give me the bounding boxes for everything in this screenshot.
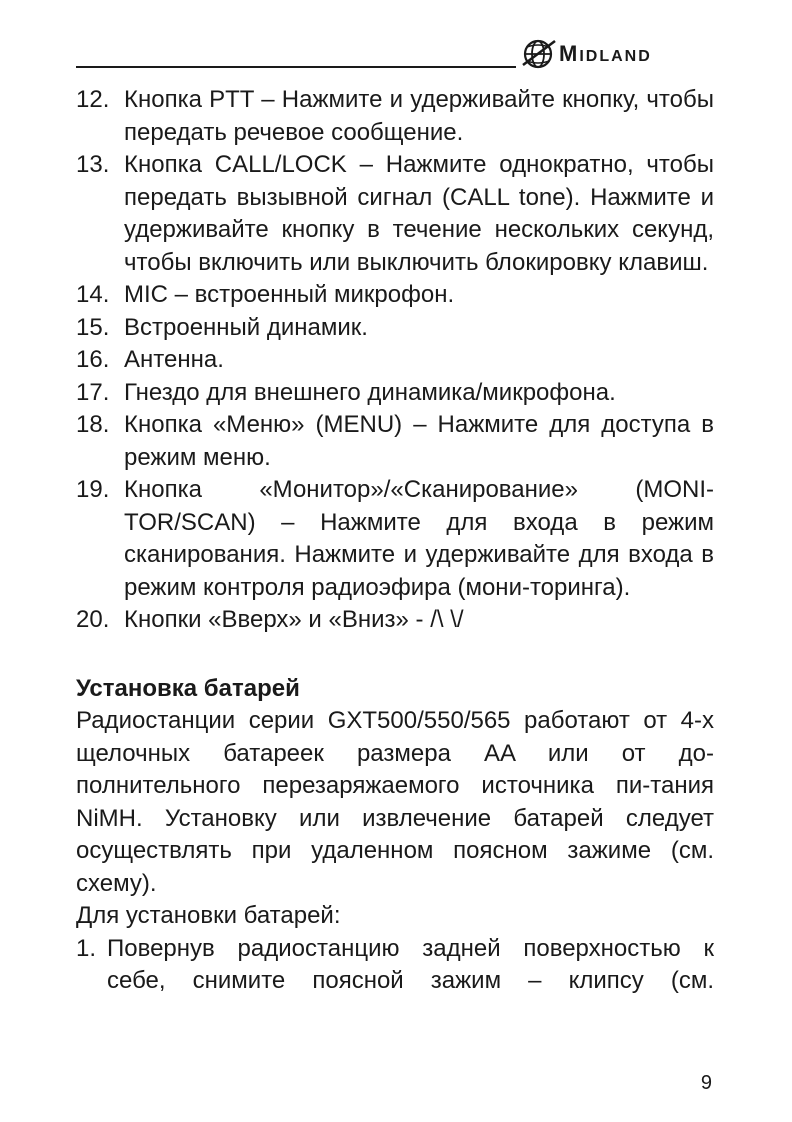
- list-item: [76, 604, 714, 637]
- list-item: [76, 84, 714, 149]
- item-text: Кнопка «Меню» (MENU) – Нажмите для доступа в режим меню.: [124, 411, 714, 471]
- item-text: Антенна.: [124, 346, 224, 373]
- step-text: Повернув радиостанцию задней поверхностью к себе, снимите поясной зажим – клипсу (см.: [107, 934, 714, 994]
- item-number: 20.: [76, 606, 110, 633]
- item-text: Встроенный динамик.: [124, 313, 368, 341]
- section-paragraph: Радиостанции серии GXT500/550/565 работают от 4-х щелочных батареек размера AA или от до-полнительного перезаряжаемого источника пи-тания NiMH. Установку или извлечение батарей следует осуществлять при удаленном поясном зажиме (см. схему).: [76, 707, 714, 897]
- midland-logo: [521, 37, 652, 71]
- section-title: Установка батарей: [76, 674, 300, 702]
- brand-name: MIDLAND: [559, 41, 652, 66]
- header-rule: [76, 66, 516, 68]
- item-text: Кнопка CALL/LOCK – Нажмите однократно, чтобы передать вызывной сигнал (CALL tone). Нажмите и удерживайте кнопку в течение нескольких секунд, чтобы включить или выключить блокировку клавиш.: [124, 151, 714, 276]
- list-item: [76, 312, 714, 345]
- list-item: [76, 344, 714, 377]
- item-number: 13.: [76, 151, 110, 178]
- globe-icon: [521, 37, 557, 71]
- step-item: [76, 933, 714, 998]
- item-number: 16.: [76, 346, 110, 373]
- list-item: [76, 474, 714, 604]
- list-item: [76, 279, 714, 312]
- list-item: [76, 377, 714, 410]
- list-item: [76, 149, 714, 279]
- item-text: Гнездо для внешнего динамика/микрофона.: [124, 378, 616, 406]
- page-number: 9: [700, 1072, 712, 1094]
- item-text: Кнопка PTT – Нажмите и удерживайте кнопку, чтобы передать речевое сообщение.: [124, 86, 714, 146]
- item-number: 18.: [76, 411, 110, 438]
- list-item: [76, 409, 714, 474]
- item-number: 12.: [76, 86, 110, 113]
- item-text: Кнопки «Вверх» и «Вниз» - /\ \/: [124, 606, 464, 633]
- item-text: Кнопка «Монитор»/«Сканирование» (MONI-TOR/SCAN) – Нажмите для входа в режим сканирования. Нажмите и удерживайте для входа в режим контроля радиоэфира (мони-торинга).: [124, 476, 714, 601]
- item-number: 17.: [76, 378, 110, 406]
- item-text: MIC – встроенный микрофон.: [124, 281, 455, 308]
- steps-intro: Для установки батарей:: [76, 902, 341, 929]
- page-content: [76, 84, 714, 998]
- step-number: 1.: [76, 934, 97, 962]
- item-number: 14.: [76, 281, 110, 308]
- item-number: 15.: [76, 313, 110, 341]
- item-number: 19.: [76, 476, 110, 503]
